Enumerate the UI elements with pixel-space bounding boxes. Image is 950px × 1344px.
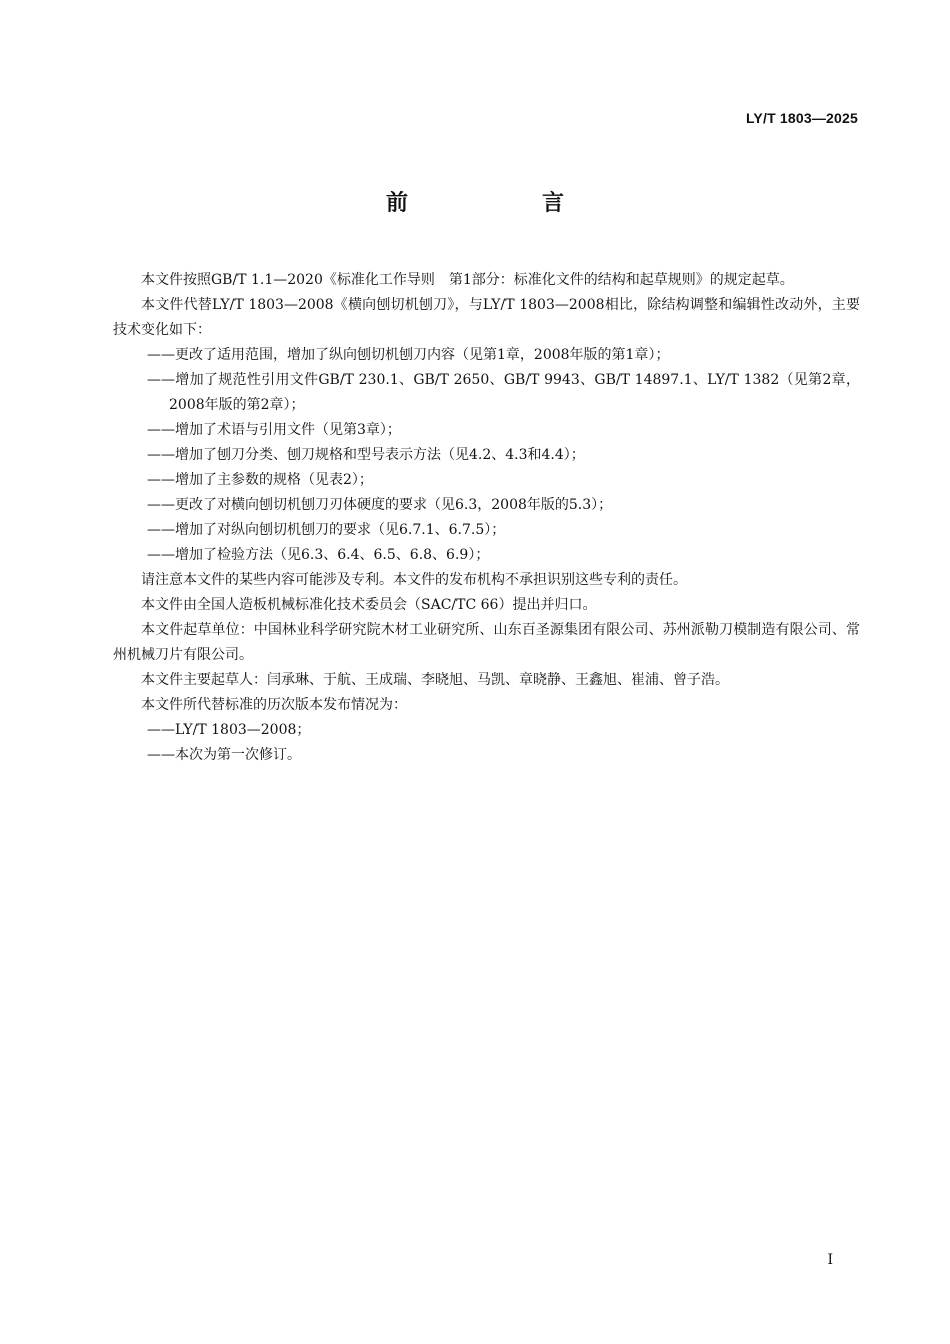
list-item: ——本次为第一次修订。 <box>147 747 301 763</box>
page-title: 前 言 <box>385 191 620 216</box>
paragraph: 本文件起草单位：中国林业科学研究院木材工业研究所、山东百圣源集团有限公司、苏州派勒刀模制造有限公司、常州机械刀片有限公司。 <box>113 622 860 663</box>
list-item: ——增加了刨刀分类、刨刀规格和型号表示方法（见4.2、4.3和4.4）； <box>147 447 585 463</box>
list-item: ——增加了规范性引用文件GB/T 230.1、GB/T 2650、GB/T 9943、GB/T 14897.1、LY/T 1382（见第2章，2008年版的第2章）； <box>147 372 860 413</box>
list-item: ——更改了适用范围，增加了纵向刨切机刨刀内容（见第1章，2008年版的第1章）； <box>147 347 670 363</box>
paragraph: 本文件所代替标准的历次版本发布情况为： <box>141 697 407 713</box>
list-item: ——增加了术语与引用文件（见第3章）； <box>147 422 401 438</box>
paragraph: 本文件代替LY/T 1803—2008《横向刨切机刨刀》，与LY/T 1803—2008相比，除结构调整和编辑性改动外，主要技术变化如下： <box>113 297 860 338</box>
list-item: ——增加了检验方法（见6.3、6.4、6.5、6.8、6.9）； <box>147 547 490 563</box>
paragraph: 请注意本文件的某些内容可能涉及专利。本文件的发布机构不承担识别这些专利的责任。 <box>141 572 687 588</box>
foreword-body <box>113 268 860 768</box>
standard-code: LY/T 1803—2025 <box>745 110 858 126</box>
list-item: ——增加了对纵向刨切机刨刀的要求（见6.7.1、6.7.5）； <box>147 522 506 538</box>
list-item: ——LY/T 1803—2008； <box>147 722 311 738</box>
page-number: I <box>827 1252 833 1268</box>
paragraph: 本文件由全国人造板机械标准化技术委员会（SAC/TC 66）提出并归口。 <box>141 597 597 613</box>
list-item: ——增加了主参数的规格（见表2）； <box>147 472 373 488</box>
list-item: ——更改了对横向刨切机刨刀刃体硬度的要求（见6.3，2008年版的5.3）； <box>147 497 613 513</box>
paragraph: 本文件主要起草人：闫承琳、于航、王成瑞、李晓旭、马凯、章晓静、王鑫旭、崔浦、曾子浩。 <box>141 672 729 688</box>
paragraph: 本文件按照GB/T 1.1—2020《标准化工作导则 第1部分：标准化文件的结构和起草规则》的规定起草。 <box>141 272 794 288</box>
